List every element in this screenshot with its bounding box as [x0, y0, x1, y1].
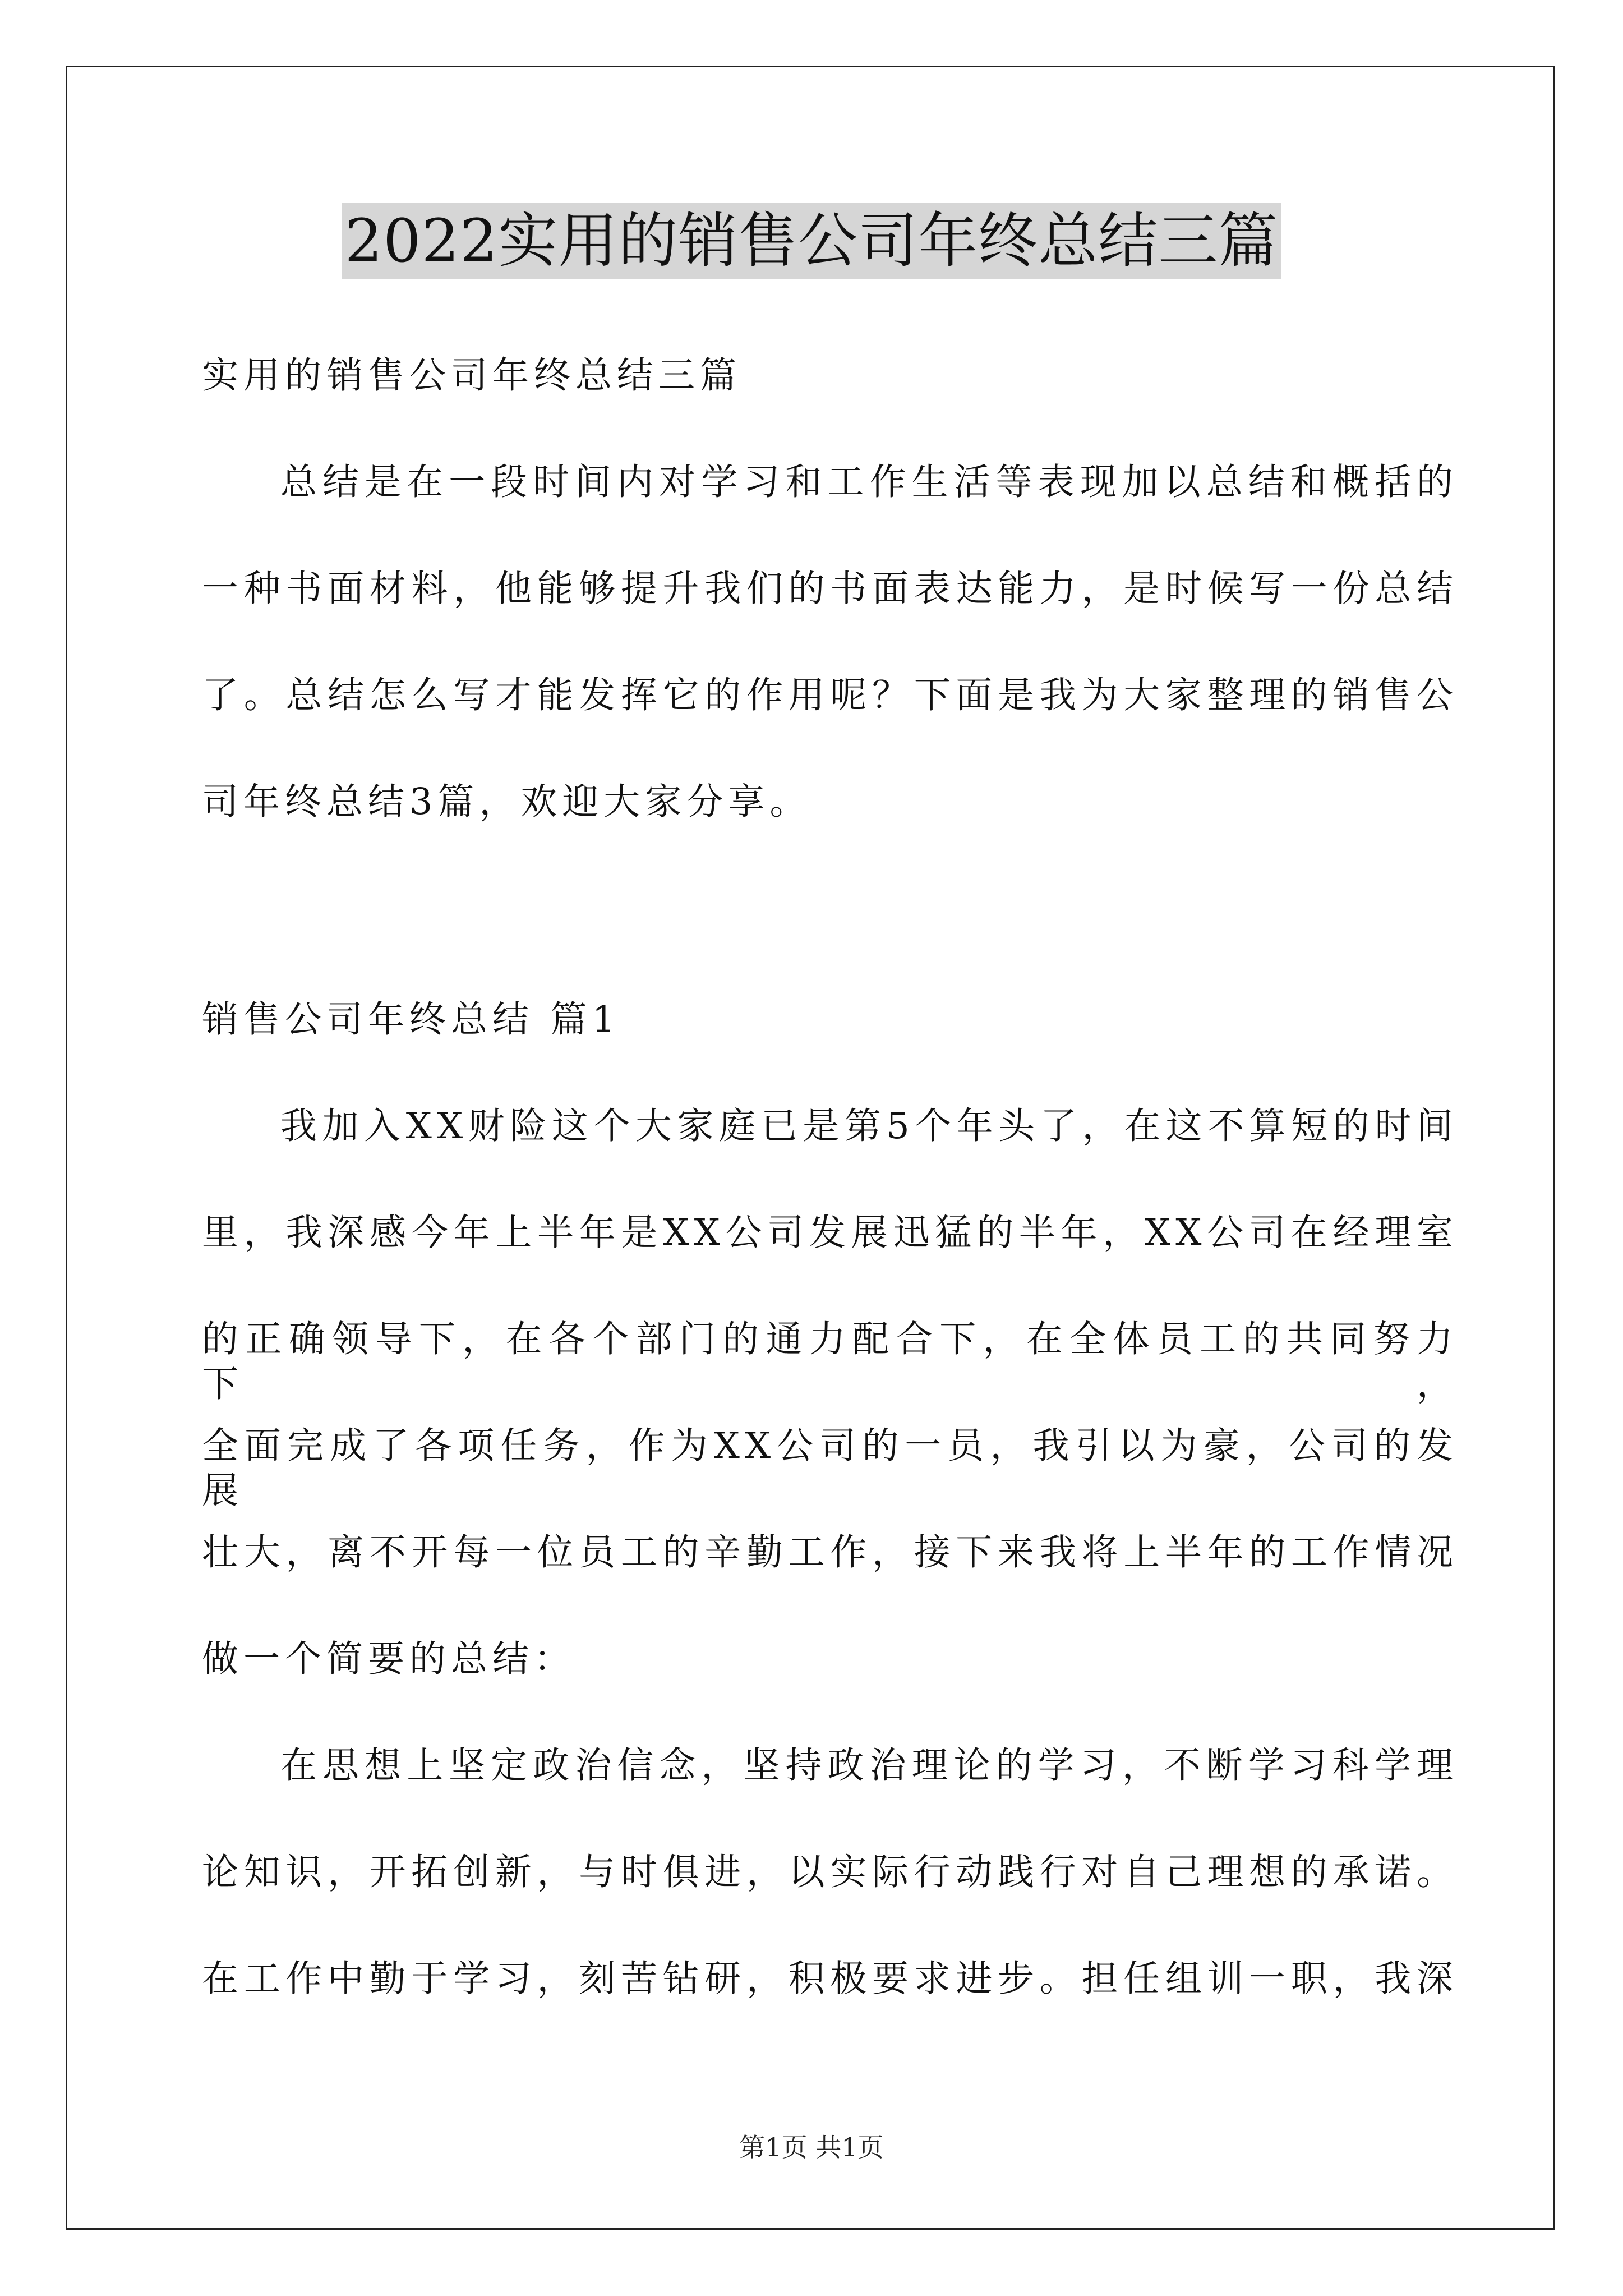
title-container: [0, 203, 1623, 279]
paragraph2-line-2: 论知识，开拓创新，与时俱进，以实际行动践行对自己理想的承诺。: [202, 1851, 1458, 1893]
paragraph1-line-3: 的正确领导下，在各个部门的通力配合下，在全体员工的共同努力下，: [202, 1318, 1458, 1405]
page-footer: 第1页 共1页: [739, 2132, 884, 2162]
intro-line-3: 了。总结怎么写才能发挥它的作用呢？下面是我为大家整理的销售公: [202, 674, 1458, 716]
paragraph1-line-6: 做一个简要的总结：: [202, 1638, 576, 1680]
intro-line-1: 总结是在一段时间内对学习和工作生活等表现加以总结和概括的: [280, 461, 1458, 503]
paragraph2-line-3: 在工作中勤于学习，刻苦钻研，积极要求进步。担任组训一职，我深: [202, 1958, 1458, 2000]
paragraph2-line-1: 在思想上坚定政治信念，坚持政治理论的学习，不断学习科学理: [280, 1745, 1458, 1787]
paragraph1-line-5: 壮大，离不开每一位员工的辛勤工作，接下来我将上半年的工作情况: [202, 1531, 1458, 1573]
intro-line-2: 一种书面材料，他能够提升我们的书面表达能力，是时候写一份总结: [202, 568, 1458, 610]
section-heading: 销售公司年终总结 篇1: [202, 999, 621, 1041]
intro-line-4: 司年终总结3篇，欢迎大家分享。: [202, 781, 811, 823]
document-subtitle: 实用的销售公司年终总结三篇: [202, 355, 742, 397]
paragraph1-line-1: 我加入XX财险这个大家庭已是第5个年头了，在这不算短的时间: [280, 1105, 1458, 1147]
paragraph1-line-4: 全面完成了各项任务，作为XX公司的一员，我引以为豪，公司的发展: [202, 1425, 1458, 1512]
paragraph1-line-2: 里，我深感今年上半年是XX公司发展迅猛的半年，XX公司在经理室: [202, 1212, 1458, 1254]
document-title: 2022实用的销售公司年终总结三篇: [342, 203, 1282, 279]
